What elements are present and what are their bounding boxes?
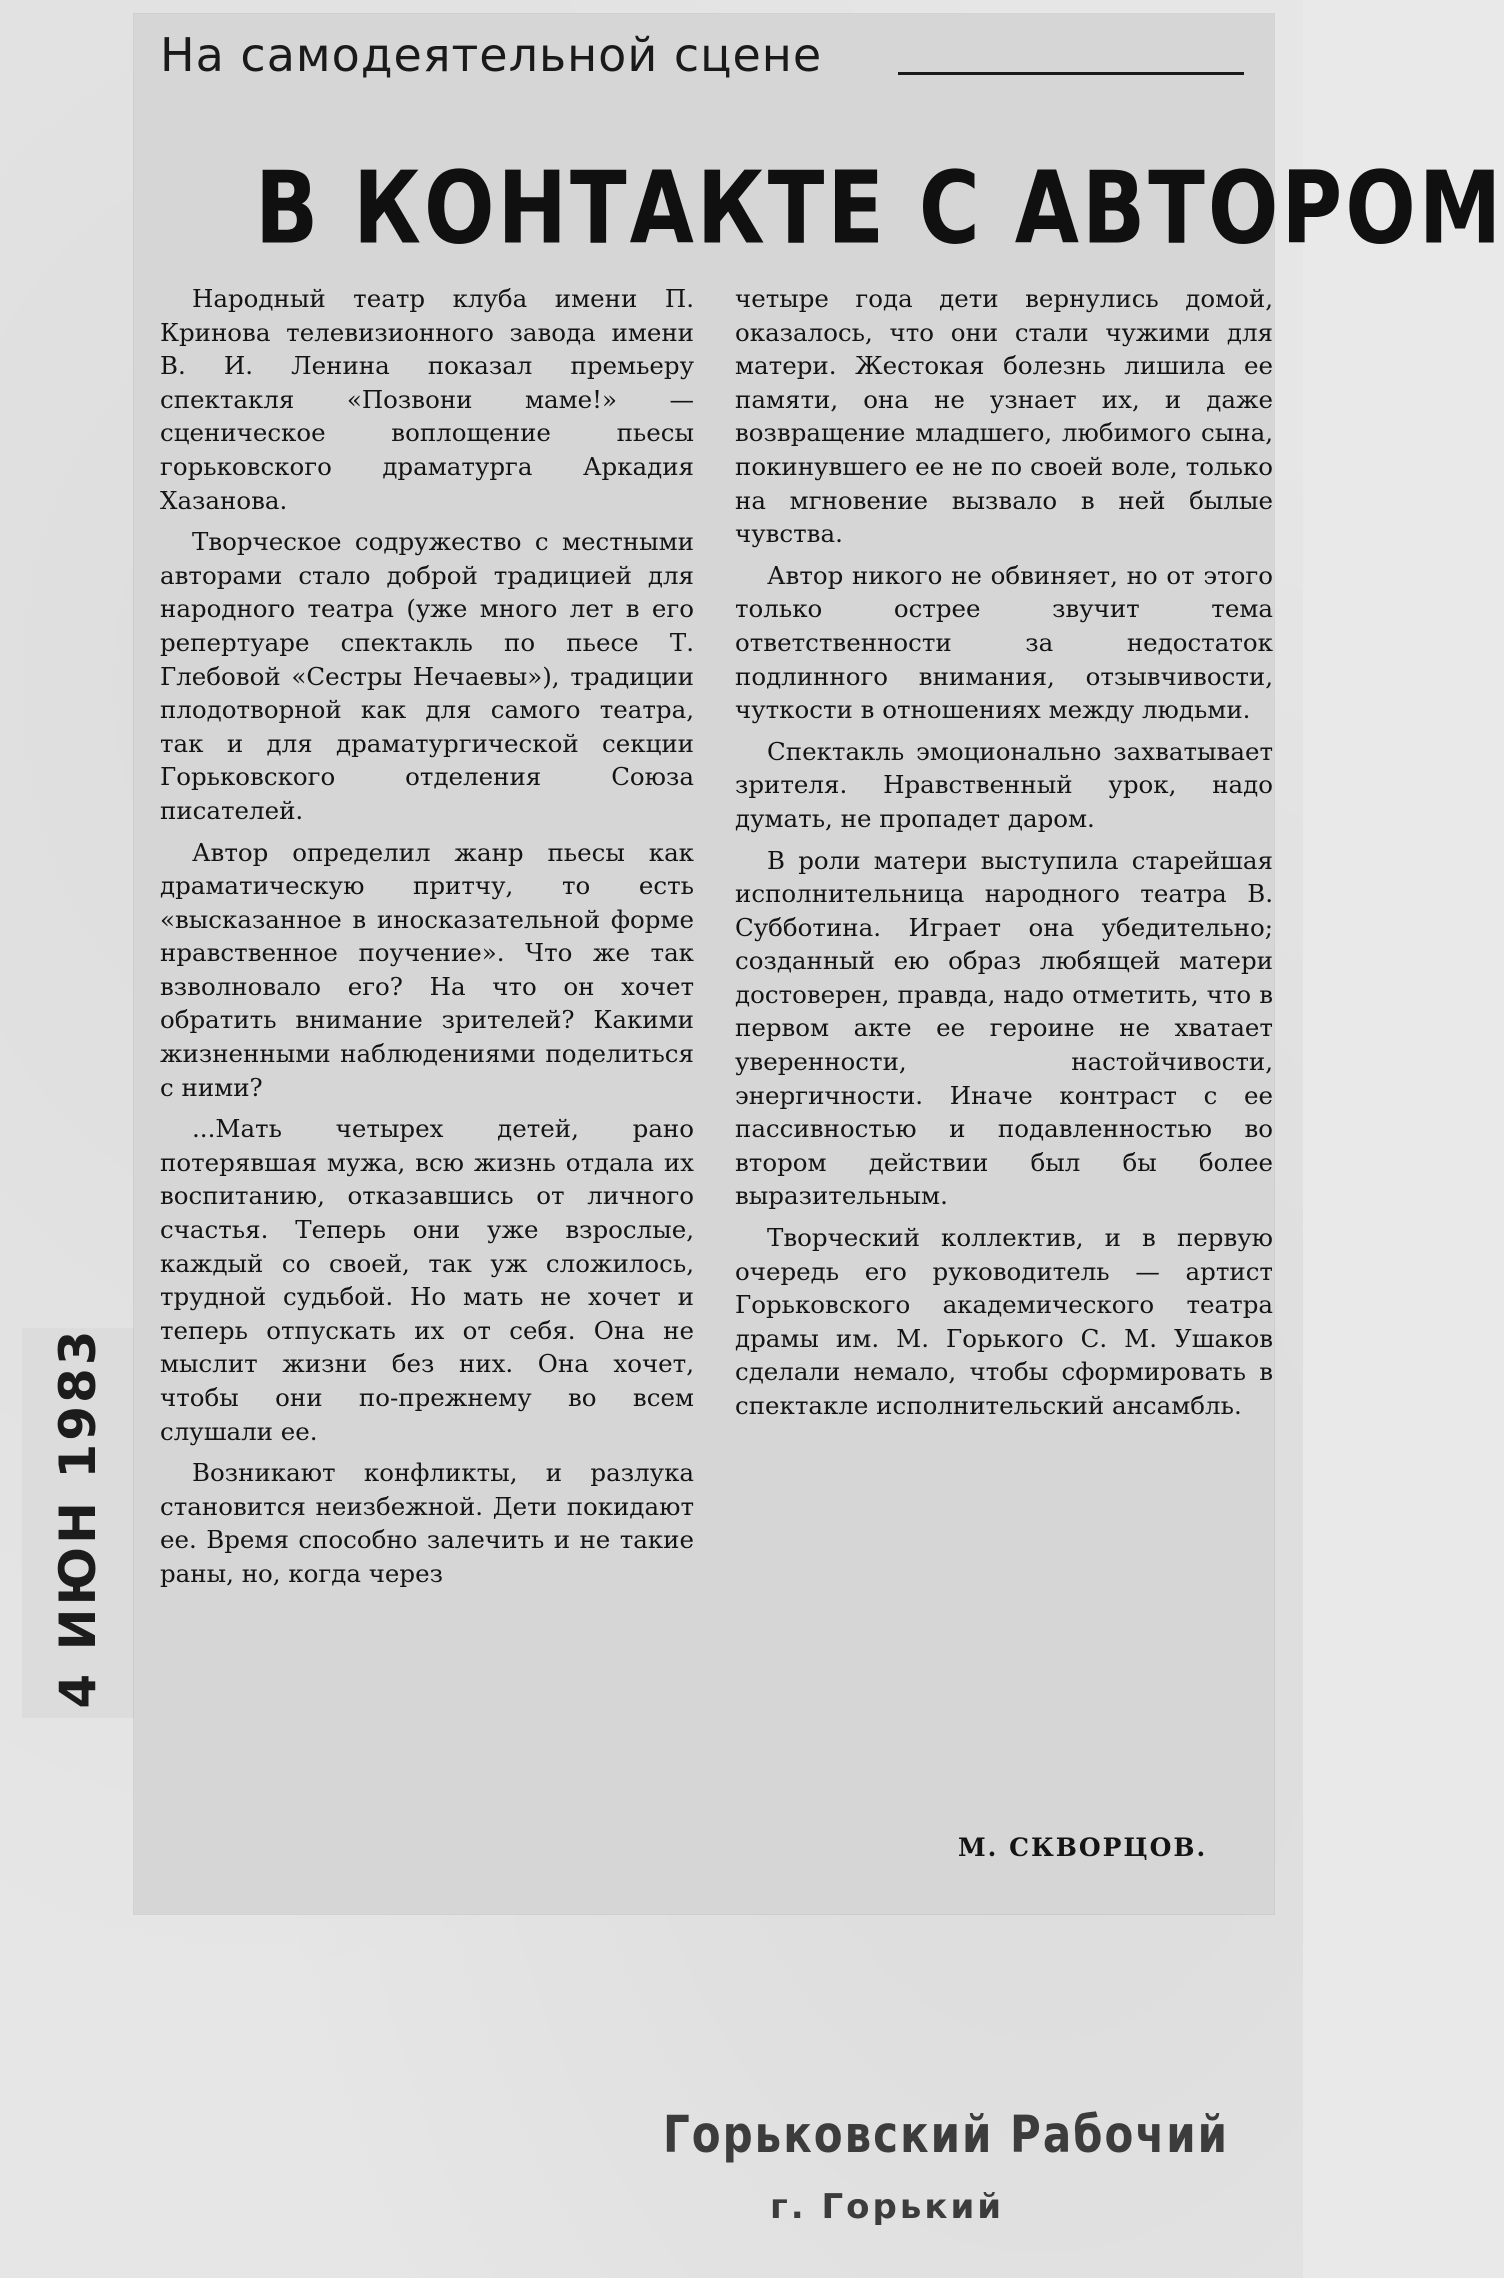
article-paragraph: Возникают конфликты, и разлука становится неизбежной. Дети покидают ее. Время способно залечить и не такие раны, но, когда через <box>160 1458 694 1588</box>
author-signature: М. СКВОРЦОВ. <box>958 1833 1208 1862</box>
article-column-left <box>160 282 694 1599</box>
article-paragraph: Творческое содружество с местными авторами стало доброй традицией для народного театра (уже много лет в его репертуаре спектакль по пьесе Т. Глебовой «Сестры Нечаевы»), традиции плодотворной как для самого театра, так и для драматургической секции Горьковского отделения Союза писателей. <box>160 527 694 825</box>
article-paragraph: ...Мать четырех детей, рано потерявшая мужа, всю жизнь отдала их воспитанию, отказавшись от личного счастья. Теперь они уже взрослые, каждый со своей, так уж сложилось, трудной судьбой. Но мать не хочет и теперь отпускать их от себя. Она не мыслит жизни без них. Она хочет, чтобы они по-прежнему во всем слушали ее. <box>160 1114 694 1446</box>
article-paragraph: Народный театр клуба имени П. Кринова телевизионного завода имени В. И. Ленина показал премьеру спектакля «Позвони маме!» — сценическое воплощение пьесы горьковского драматурга Аркадия Хазанова. <box>160 284 694 515</box>
article-paragraph: Спектакль эмоционально захватывает зрителя. Нравственный урок, надо думать, не пропадет даром. <box>735 736 1273 833</box>
article-paragraph: В роли матери выступила старейшая исполнительница народного театра В. Субботина. Играет она убедительно; созданный ею образ любящей матери достоверен, правда, надо отметить, что в первом акте ее героине не хватает уверенности, настойчивости, энергичности. Иначе контраст с ее пассивностью и подавленностью во втором действии был бы более выразительным. <box>735 845 1273 1211</box>
article-paragraph: Автор никого не обвиняет, но от этого только острее звучит тема ответственности за недостаток подлинного внимания, отзывчивости, чуткости в отношениях между людьми. <box>735 560 1273 725</box>
article-column-right <box>735 282 1273 1431</box>
city-source-stamp: г. Горький <box>770 2187 1005 2227</box>
rubric-heading: На самодеятельной сцене <box>160 28 823 82</box>
rubric-rule <box>898 72 1244 75</box>
article-headline: В КОНТАКТЕ С АВТОРОМ <box>255 150 1504 267</box>
newspaper-source-stamp: Горьковский Рабочий <box>663 2105 1230 2164</box>
date-stamp: 4 ИЮН 1983 <box>49 1327 107 1709</box>
article-paragraph: четыре года дети вернулись домой, оказалось, что они стали чужими для матери. Жестокая болезнь лишила ее памяти, она не узнает их, и даже возвращение младшего, любимого сына, покинувшего ее не по своей воле, только на мгновение вызвало в ней былые чувства. <box>735 284 1273 549</box>
article-paragraph: Творческий коллектив, и в первую очередь его руководитель — артист Горьковского академического театра драмы им. М. Горького С. М. Ушаков сделали немало, чтобы сформировать в спектакле исполнительский ансамбль. <box>735 1223 1273 1420</box>
article-paragraph: Автор определил жанр пьесы как драматическую притчу, то есть «высказанное в иносказательной форме нравственное поучение». Что же так взволновало его? На что он хочет обратить внимание зрителей? Какими жизненными наблюдениями поделиться с ними? <box>160 837 694 1102</box>
